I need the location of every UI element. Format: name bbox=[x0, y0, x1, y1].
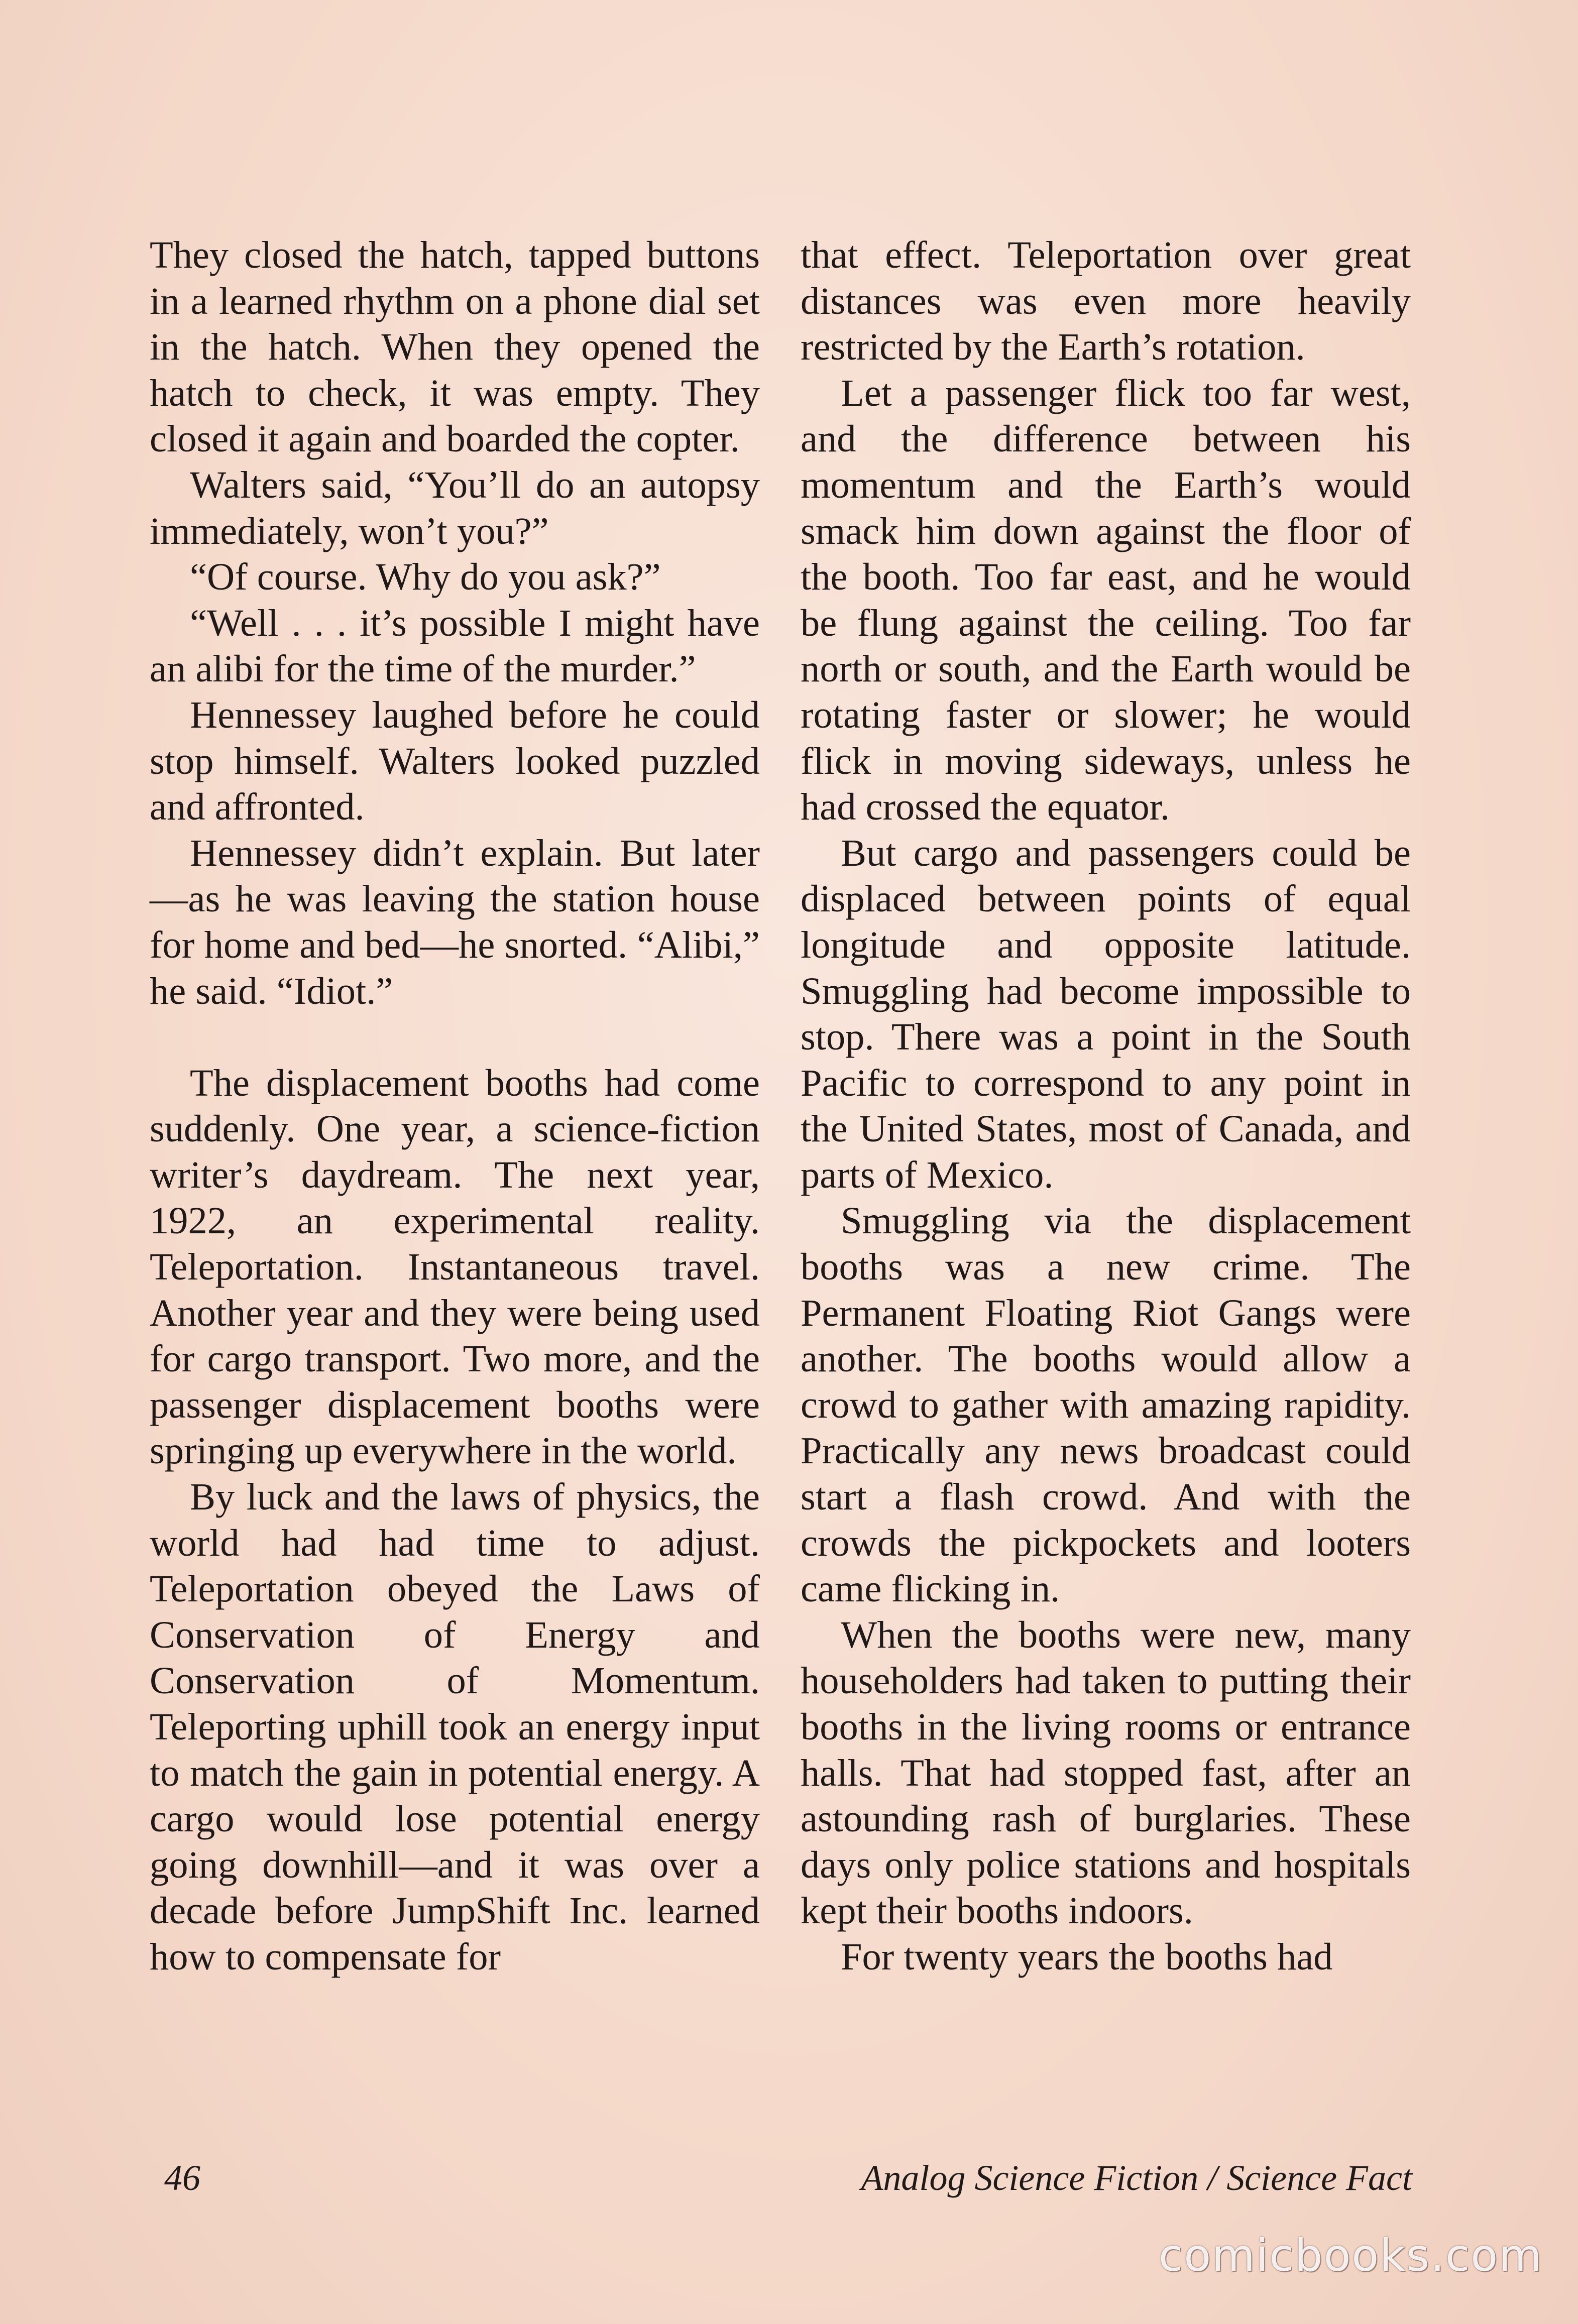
left-column bbox=[150, 232, 760, 1980]
paragraph: When the booths were new, many householders had taken to putting their booths in the living rooms or entrance halls. That had stopped fast, after an astounding rash of burglaries. These days only police stations and hospitals kept their booths indoors. bbox=[801, 1613, 1411, 1932]
watermark: comicbooks.com bbox=[1158, 2230, 1543, 2281]
paragraph: Smuggling via the displacement booths was a new crime. The Permanent Floating Riot Gangs were another. The booths would allow a crowd to gather with amazing rapidity. Practically any news broadcast could start a flash crowd. And with the crowds the pickpockets and looters came flicking in. bbox=[801, 1199, 1411, 1610]
paragraph: that effect. Teleportation over great distances was even more heavily restricted by the Earth’s rotation. bbox=[801, 234, 1411, 369]
paragraph: For twenty years the booths had bbox=[841, 1935, 1333, 1978]
running-head: Analog Science Fiction / Science Fact bbox=[861, 2158, 1412, 2198]
page-number: 46 bbox=[164, 2158, 200, 2198]
paragraph: “Well . . . it’s possible I might have an alibi for the time of the murder.” bbox=[150, 601, 760, 690]
paragraph: Walters said, “You’ll do an autopsy immediately, won’t you?” bbox=[150, 463, 760, 552]
paragraph: Let a passenger flick too far west, and the difference between his momentum and the Earth’s would smack him down against the floor of the booth. Too far east, and he would be flung against the ceiling. Too far north or south, and the Earth would be rotating faster or slower; he would flick in moving sideways, unless he had crossed the equator. bbox=[801, 371, 1411, 829]
paragraph: By luck and the laws of physics, the world had had time to adjust. Teleportation obeyed the Laws of Conservation of Energy and Conservation of Momentum. Teleporting uphill took an energy input to match the gain in potential energy. A cargo would lose potential energy going downhill—and it was over a decade before JumpShift Inc. learned how to compensate for bbox=[150, 1475, 760, 1978]
paragraph-section-start: The displacement booths had come suddenly. One year, a science-fiction writer’s daydream. The next year, 1922, an experimental reality. Teleportation. Instantaneous travel. Another year and they were being used for cargo transport. Two more, and the passenger displacement booths were springing up everywhere in the world. bbox=[150, 1061, 760, 1472]
paragraph: They closed the hatch, tapped buttons in a learned rhythm on a phone dial set in the hatch. When they opened the hatch to check, it was empty. They closed it again and boarded the copter. bbox=[150, 234, 760, 460]
paragraph: Hennessey laughed before he could stop himself. Walters looked puzzled and affronted. bbox=[150, 693, 760, 829]
right-column bbox=[801, 232, 1411, 1980]
paragraph: But cargo and passengers could be displaced between points of equal longitude and opposite latitude. Smuggling had become impossible to stop. There was a point in the South Pacific to correspond to any point in the United States, most of Canada, and parts of Mexico. bbox=[801, 831, 1411, 1196]
paragraph: Hennessey didn’t explain. But later—as he was leaving the station house for home and bed—he snorted. “Alibi,” he said. “Idiot.” bbox=[150, 831, 760, 1012]
paragraph: “Of course. Why do you ask?” bbox=[190, 555, 661, 599]
